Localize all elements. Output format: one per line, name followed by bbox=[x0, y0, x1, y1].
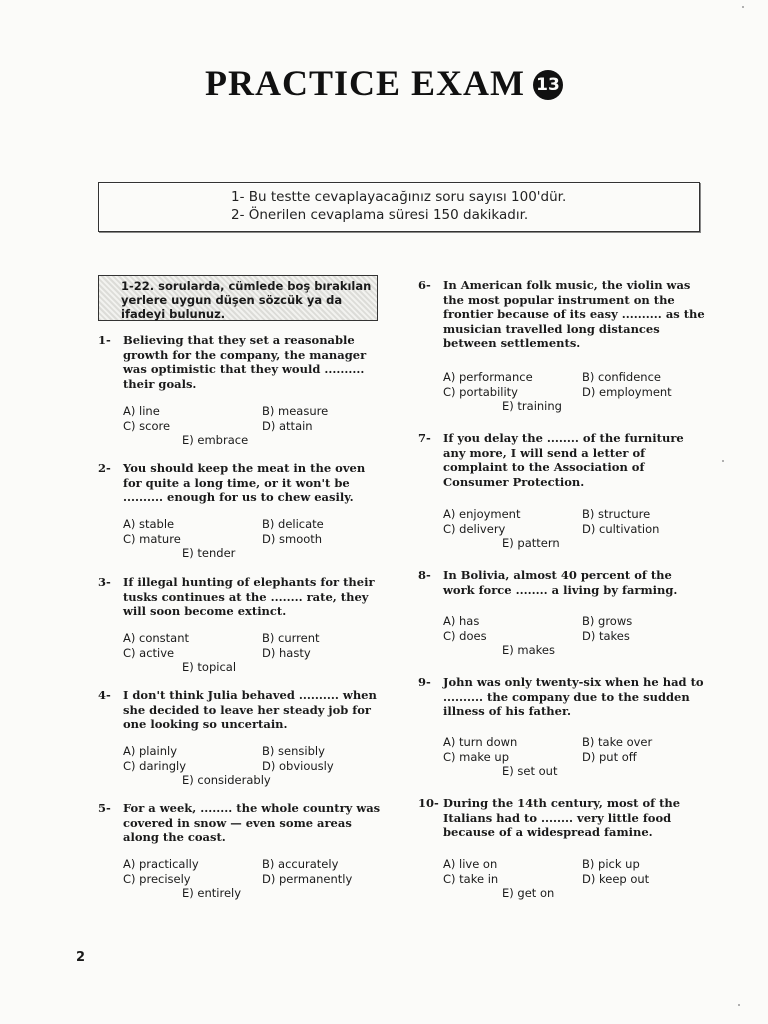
answer-option: C) make up bbox=[443, 750, 509, 764]
question-stem: If illegal hunting of elephants for their tusks continues at the ........ rate, they will soon become extinct. bbox=[123, 575, 375, 618]
answer-option: C) daringly bbox=[123, 759, 187, 773]
answer-option: A) live on bbox=[443, 857, 498, 871]
question-stem: You should keep the meat in the oven for quite a long time, or it won't be .......... enough for us to chew easily. bbox=[123, 461, 366, 504]
answer-option: A) constant bbox=[123, 631, 190, 645]
question-stem: If you delay the ........ of the furniture any more, I will send a letter of complaint to the Association of Consumer Protection. bbox=[443, 431, 684, 489]
question-number: 7- bbox=[418, 431, 431, 445]
info-line-2: 2- Önerilen cevaplama süresi 150 dakikadır. bbox=[231, 207, 529, 223]
question-number: 10- bbox=[418, 796, 439, 810]
answer-option: D) cultivation bbox=[582, 522, 660, 536]
instruction-box: 1-22. sorularda, cümlede boş bırakılan yerlere uygun düşen sözcük ya da ifadeyi bulunuz. bbox=[98, 275, 378, 321]
answer-option: D) takes bbox=[582, 629, 630, 643]
answer-option: C) take in bbox=[443, 872, 499, 886]
answer-option: E) makes bbox=[502, 643, 555, 657]
answer-option: A) has bbox=[443, 614, 480, 628]
answer-option: C) precisely bbox=[123, 872, 191, 886]
answer-option: E) topical bbox=[182, 660, 237, 674]
answer-option: E) embrace bbox=[182, 433, 249, 447]
info-box bbox=[98, 182, 700, 232]
page-title bbox=[0, 62, 768, 104]
question-number: 9- bbox=[418, 675, 431, 689]
answer-option: B) measure bbox=[262, 404, 329, 418]
answer-option: C) portability bbox=[443, 385, 518, 399]
answer-option: E) entirely bbox=[182, 886, 242, 900]
exam-number-badge: 13 bbox=[533, 70, 563, 100]
answer-option: A) turn down bbox=[443, 735, 518, 749]
answer-option: A) enjoyment bbox=[443, 507, 521, 521]
answer-option: C) does bbox=[443, 629, 487, 643]
question-number: 4- bbox=[98, 688, 111, 702]
page-number: 2 bbox=[76, 950, 86, 965]
answer-option: B) delicate bbox=[262, 517, 324, 531]
answer-option: D) attain bbox=[262, 419, 313, 433]
question-stem: In American folk music, the violin was the most popular instrument on the frontier because of its easy .......... as the musician travelled long distances between settlements. bbox=[443, 278, 705, 350]
question-stem: Believing that they set a reasonable growth for the company, the manager was optimistic that they would .......... their goals. bbox=[123, 333, 367, 391]
question-stem: John was only twenty-six when he had to .......... the company due to the sudden illness of his father. bbox=[443, 675, 704, 718]
answer-option: B) accurately bbox=[262, 857, 339, 871]
title-text: PRACTICE EXAM bbox=[204, 63, 525, 103]
answer-option: B) grows bbox=[582, 614, 633, 628]
answer-option: B) structure bbox=[582, 507, 651, 521]
info-line-1: 1- Bu testte cevaplayacağınız soru sayısı 100'dür. bbox=[231, 189, 567, 205]
question-number: 6- bbox=[418, 278, 431, 292]
answer-option: A) line bbox=[123, 404, 160, 418]
question-stem: For a week, ........ the whole country was covered in snow — even some areas along the coast. bbox=[123, 801, 381, 844]
answer-option: E) tender bbox=[182, 546, 236, 560]
answer-option: E) set out bbox=[502, 764, 558, 778]
answer-option: D) keep out bbox=[582, 872, 650, 886]
question-number: 1- bbox=[98, 333, 111, 347]
answer-option: B) sensibly bbox=[262, 744, 325, 758]
answer-option: D) hasty bbox=[262, 646, 311, 660]
question-stem: I don't think Julia behaved .......... when she decided to leave her steady job for one looking so uncertain. bbox=[123, 688, 377, 731]
question-number: 2- bbox=[98, 461, 111, 475]
scan-speck bbox=[742, 6, 744, 8]
scan-speck bbox=[722, 460, 724, 462]
question-number: 3- bbox=[98, 575, 111, 589]
answer-option: D) obviously bbox=[262, 759, 334, 773]
answer-option: B) confidence bbox=[582, 370, 661, 384]
answer-option: A) plainly bbox=[123, 744, 178, 758]
answer-option: D) put off bbox=[582, 750, 637, 764]
answer-option: D) smooth bbox=[262, 532, 323, 546]
answer-option: A) performance bbox=[443, 370, 533, 384]
answer-option: C) score bbox=[123, 419, 171, 433]
answer-option: D) employment bbox=[582, 385, 672, 399]
answer-option: A) stable bbox=[123, 517, 175, 531]
answer-option: E) training bbox=[502, 399, 562, 413]
answer-option: D) permanently bbox=[262, 872, 353, 886]
question-number: 5- bbox=[98, 801, 111, 815]
answer-option: A) practically bbox=[123, 857, 199, 871]
answer-option: B) pick up bbox=[582, 857, 640, 871]
answer-option: B) current bbox=[262, 631, 320, 645]
question-stem: During the 14th century, most of the Italians had to ........ very little food because of a widespread famine. bbox=[443, 796, 681, 839]
answer-option: E) get on bbox=[502, 886, 555, 900]
answer-option: E) considerably bbox=[182, 773, 271, 787]
answer-option: C) active bbox=[123, 646, 175, 660]
answer-option: E) pattern bbox=[502, 536, 560, 550]
question-number: 8- bbox=[418, 568, 431, 582]
answer-option: C) delivery bbox=[443, 522, 506, 536]
scan-speck bbox=[738, 1004, 740, 1006]
answer-option: B) take over bbox=[582, 735, 653, 749]
answer-option: C) mature bbox=[123, 532, 181, 546]
question-stem: In Bolivia, almost 40 percent of the work force ........ a living by farming. bbox=[443, 568, 678, 597]
